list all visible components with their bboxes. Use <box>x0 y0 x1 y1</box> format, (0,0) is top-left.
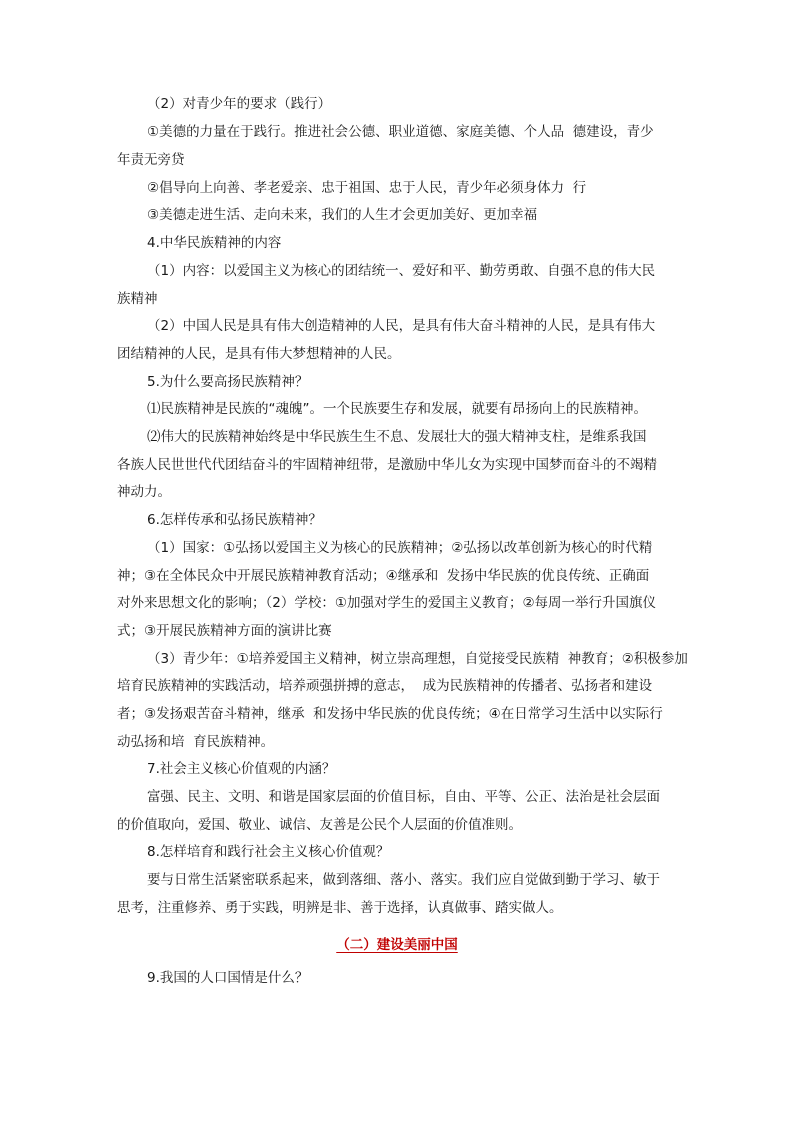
text-line: 者；③发扬艰苦奋斗精神，继承 和发扬中华民族的优良传统；④在日常学习生活中以实际行 <box>117 706 663 722</box>
text-line: 年责无旁贷 <box>117 152 185 168</box>
section-title <box>0 933 794 958</box>
text-line: （3）青少年：①培养爱国主义精神，树立崇高理想，自觉接受民族精 神教育；②积极参加 <box>147 651 688 667</box>
question-heading: 9.我国的人口国情是什么？ <box>147 970 309 986</box>
text-line: 神动力。 <box>117 484 171 500</box>
text-line: 神；③在全体民众中开展民族精神教育活动；④继承和 发扬中华民族的优良传统、正确面 <box>117 568 650 584</box>
text-line: 富强、民主、文明、和谐是国家层面的价值目标，自由、平等、公正、法治是社会层面 <box>147 789 660 805</box>
section-title-text: （二）建设美丽中国 <box>336 937 458 953</box>
text-line: ⑵伟大的民族精神始终是中华民族生生不息、发展壮大的强大精神支柱，是维系我国 <box>147 429 647 445</box>
text-line: ⑴民族精神是民族的“魂魄”。一个民族要生存和发展，就要有昂扬向上的民族精神。 <box>147 401 647 417</box>
question-heading: 7.社会主义核心价值观的内涵？ <box>147 761 336 777</box>
text-line: 动弘扬和培 育民族精神。 <box>117 734 275 750</box>
text-line: 式；③开展民族精神方面的演讲比赛 <box>117 623 332 639</box>
text-line: 对外来思想文化的影响；（2）学校：①加强对学生的爱国主义教育；②每周一举行升国旗仪 <box>117 595 657 611</box>
text-line: 培育民族精神的实践活动，培养顽强拼搏的意志， 成为民族精神的传播者、弘扬者和建设 <box>117 678 653 694</box>
question-heading: 5.为什么要高扬民族精神？ <box>147 374 309 390</box>
text-line: 思考，注重修养、勇于实践，明辨是非、善于选择，认真做事、踏实做人。 <box>117 900 563 916</box>
text-line: （1）国家：①弘扬以爱国主义为核心的民族精神；②弘扬以改革创新为核心的时代精 <box>147 540 653 556</box>
text-line: （2）对青少年的要求（践行） <box>147 96 332 112</box>
text-line: 族精神 <box>117 291 158 307</box>
text-line: ②倡导向上向善、孝老爱亲、忠于祖国、忠于人民，青少年必须身体力 行 <box>147 180 587 196</box>
question-heading: 6.怎样传承和弘扬民族精神？ <box>147 512 322 528</box>
question-heading: 8.怎样培育和践行社会主义核心价值观？ <box>147 844 390 860</box>
text-line: 的价值取向，爱国、敬业、诚信、友善是公民个人层面的价值准则。 <box>117 817 522 833</box>
text-line: 各族人民世世代代团结奋斗的牢固精神纽带，是激励中华儿女为实现中国梦而奋斗的不竭精 <box>117 457 657 473</box>
text-line: ③美德走进生活、走向未来，我们的人生才会更加美好、更加幸福 <box>147 207 538 223</box>
text-line: （2）中国人民是具有伟大创造精神的人民，是具有伟大奋斗精神的人民，是具有伟大 <box>147 318 656 334</box>
question-heading: 4.中华民族精神的内容 <box>147 235 282 251</box>
text-line: 要与日常生活紧密联系起来，做到落细、落小、落实。我们应自觉做到勤于学习、敏于 <box>147 872 660 888</box>
text-line: （1）内容：以爱国主义为核心的团结统一、爱好和平、勤劳勇敢、自强不息的伟大民 <box>147 263 656 279</box>
text-line: 团结精神的人民，是具有伟大梦想精神的人民。 <box>117 346 401 362</box>
text-line: ①美德的力量在于践行。推进社会公德、职业道德、家庭美德、个人品 德建设，青少 <box>147 124 654 140</box>
